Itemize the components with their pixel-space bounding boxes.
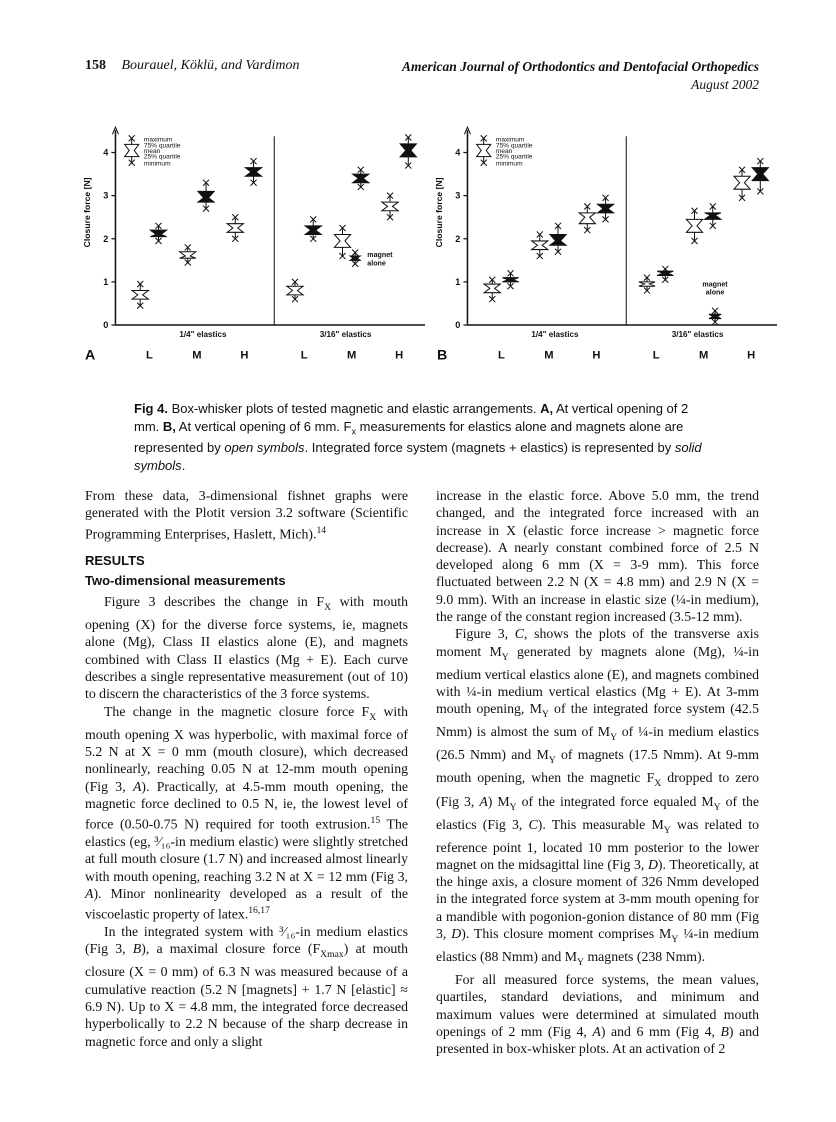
svg-text:H: H <box>395 349 404 362</box>
svg-text:B: B <box>437 347 448 364</box>
svg-text:mean: mean <box>143 148 161 156</box>
svg-text:75% quartile: 75% quartile <box>143 142 181 150</box>
svg-text:Closure force [N]: Closure force [N] <box>82 177 93 248</box>
journal-title: American Journal of Orthodontics and Dentofacial Orthopedics <box>401 59 759 74</box>
paragraph: The change in the magnetic closure force $F_X$ with mouth opening X was hyperbolic, with maximal force of 5.2 N at X = 0 mm (mouth closure), which decreased nonlinearly, reaching 0.05 N at 12-mm mouth opening (Fig 3, A). Practically, at 4.5-mm mouth opening, the magnetic force declined to 0.5 N, ie, the lowest level of force (0.50-0.75 N) required for tooth extrusion.$^{15}$ The elastics (eg, ³⁄₁₆-in medium elastic) were slightly stretched at full mouth closure (1.7 N) and increased almost linearly with mouth opening, reaching 3.2 N at X = 12 mm (Fig 3, A). Minor nonlinearity developed as a result of the viscoelastic property of latex.$^{16,17}$ <box>85 703 408 922</box>
paragraph: Figure 3, C, shows the plots of the transverse axis moment $M_Y$ generated by magnets alone (Mg), ¼-in medium vertical elastics alone (E), and magnets combined with ¼-in medium vertical elastics (Mg + E). At 3-mm mouth opening, $M_Y$ of the integrated force system (42.5 Nmm) is almost the sum of $M_Y$ of ¼-in medium elastics (26.5 Nmm) and $M_Y$ of magnets (17.5 Nmm). At 9-mm mouth opening, when the magnetic $F_X$ dropped to zero (Fig 3, A) $M_Y$ of the integrated force equaled $M_Y$ of the elastics (Fig 3, C). This measurable $M_Y$ was related to reference point 1, located 10 mm posterior to the lower magnet on the midsagittal line (Fig 3, D). Theoretically, at the hinge axis, a closure moment of 326 Nmm developed in the integrated force system at 3-mm mouth opening for a mandible with pogonion-gonion distance of 80 mm (Fig 3, D). This closure moment comprises $M_Y$ ¼-in medium elastics (88 Nmm) and $M_Y$ magnets (238 Nmm). <box>436 626 760 968</box>
svg-text:3: 3 <box>103 190 109 201</box>
paragraph: In the integrated system with ³⁄₁₆-in medium elastics (Fig 3, B), a maximal closure force $(F_{Xmax})$ at mouth closure (X = 0 mm) of 6.3 N was measured because of a cumulative reaction (5.2 N [magnets] + 1.7 N [elastic] ≈ 6.9 N). Up to X = 4.8 mm, the integrated force decreased hyperbolically to 2.2 N because of the sharp decrease in magnetic force and only a slight <box>85 924 408 1049</box>
svg-text:3: 3 <box>455 190 461 201</box>
svg-text:mean: mean <box>495 148 513 156</box>
svg-text:A: A <box>85 347 96 364</box>
paragraph: For all measured force systems, the mean values, quartiles, standard deviations, and minimum and maximum values were determined at simulated mouth openings of 2 mm (Fig 4, A) and 6 mm (Fig 4, B) and presented in box-whisker plots. At an activation of 2 <box>436 972 760 1057</box>
results-heading: RESULTS <box>85 553 145 569</box>
svg-text:1: 1 <box>103 276 109 287</box>
issue-date: August 2002 <box>691 77 759 93</box>
svg-text:M: M <box>346 349 357 362</box>
svg-text:2: 2 <box>455 233 461 244</box>
svg-text:minimum: minimum <box>143 160 171 168</box>
figure-4-charts <box>80 116 786 392</box>
svg-text:M: M <box>544 349 554 362</box>
svg-text:alone: alone <box>705 288 725 297</box>
svg-text:L: L <box>145 349 153 362</box>
svg-text:L: L <box>652 349 660 362</box>
box-whisker-chart-a <box>80 116 432 392</box>
svg-text:25% quartile: 25% quartile <box>143 153 181 161</box>
subsection-heading: Two-dimensional measurements <box>85 572 286 588</box>
left-column <box>85 487 408 1058</box>
svg-text:H: H <box>240 349 249 362</box>
svg-text:magnet: magnet <box>367 251 393 260</box>
svg-text:L: L <box>497 349 505 362</box>
svg-text:1/4" elastics: 1/4" elastics <box>179 330 227 340</box>
svg-text:magnet: magnet <box>702 280 728 289</box>
svg-text:maximum: maximum <box>143 136 173 144</box>
body-text <box>85 487 759 1058</box>
svg-text:M: M <box>698 349 709 362</box>
svg-text:3/16" elastics: 3/16" elastics <box>671 330 724 340</box>
svg-text:M: M <box>192 349 202 362</box>
right-column <box>436 487 759 1058</box>
svg-text:Closure force [N]: Closure force [N] <box>434 177 445 248</box>
svg-text:1: 1 <box>455 276 461 287</box>
paragraph: increase in the elastic force. Above 5.0 mm, the trend changed, and the integrated force increased with an increase in X (elastic force increase > magnetic force decrease). A nearly constant combined force of 2.5 N developed along 6 mm (X = 3-9 mm). This force fluctuated between 2.2 N (X = 4.8 mm) and 2.9 N (X = 9.0 mm). With an increase in elastic size (¼-in medium), the range of the constant region increased (3.5-12 mm). <box>436 488 759 625</box>
running-head-left <box>85 58 299 74</box>
figure-caption: Fig 4. Box-whisker plots of tested magnetic and elastic arrangements. A, At vertical opening of 2 mm. B, At vertical opening of 6 mm. $F_x$ measurements for elastics alone and magnets alone are represented by open symbols. Integrated force system (magnets + elastics) is represented by solid symbols. <box>134 401 702 473</box>
svg-text:maximum: maximum <box>495 136 525 144</box>
svg-text:1/4" elastics: 1/4" elastics <box>531 330 579 340</box>
svg-text:4: 4 <box>455 147 461 158</box>
svg-text:0: 0 <box>455 320 461 331</box>
paragraph: From these data, 3-dimensional fishnet graphs were generated with the Plotit version 3.2 software (Scientific Programming Enterprises, Haslett, Mich).$^{14}$ <box>85 488 408 542</box>
page-number: 158 <box>85 58 106 73</box>
paragraph: Figure 3 describes the change in $F_X$ with mouth opening (X) for the diverse force systems, ie, magnets alone (Mg), Class II elastics alone (E), and magnets combined with Class II elastics (Mg + E). Each curve describes a single representative measurement (out of 10) to discern the characteristics of the 3 force systems. <box>85 594 408 702</box>
svg-text:L: L <box>300 349 308 362</box>
svg-text:H: H <box>592 349 601 362</box>
box-whisker-chart-b <box>432 116 784 392</box>
svg-text:0: 0 <box>103 320 109 331</box>
svg-text:4: 4 <box>103 147 109 158</box>
figure-4 <box>80 116 786 475</box>
svg-text:3/16" elastics: 3/16" elastics <box>319 330 372 340</box>
svg-text:2: 2 <box>103 233 109 244</box>
svg-text:25% quartile: 25% quartile <box>495 153 533 161</box>
svg-text:H: H <box>747 349 756 362</box>
svg-text:75% quartile: 75% quartile <box>495 142 533 150</box>
running-authors: Bourauel, Köklü, and Vardimon <box>121 58 300 73</box>
page-header <box>85 58 759 94</box>
running-head-right <box>402 58 759 94</box>
svg-text:alone: alone <box>367 259 386 268</box>
svg-text:minimum: minimum <box>495 160 523 168</box>
